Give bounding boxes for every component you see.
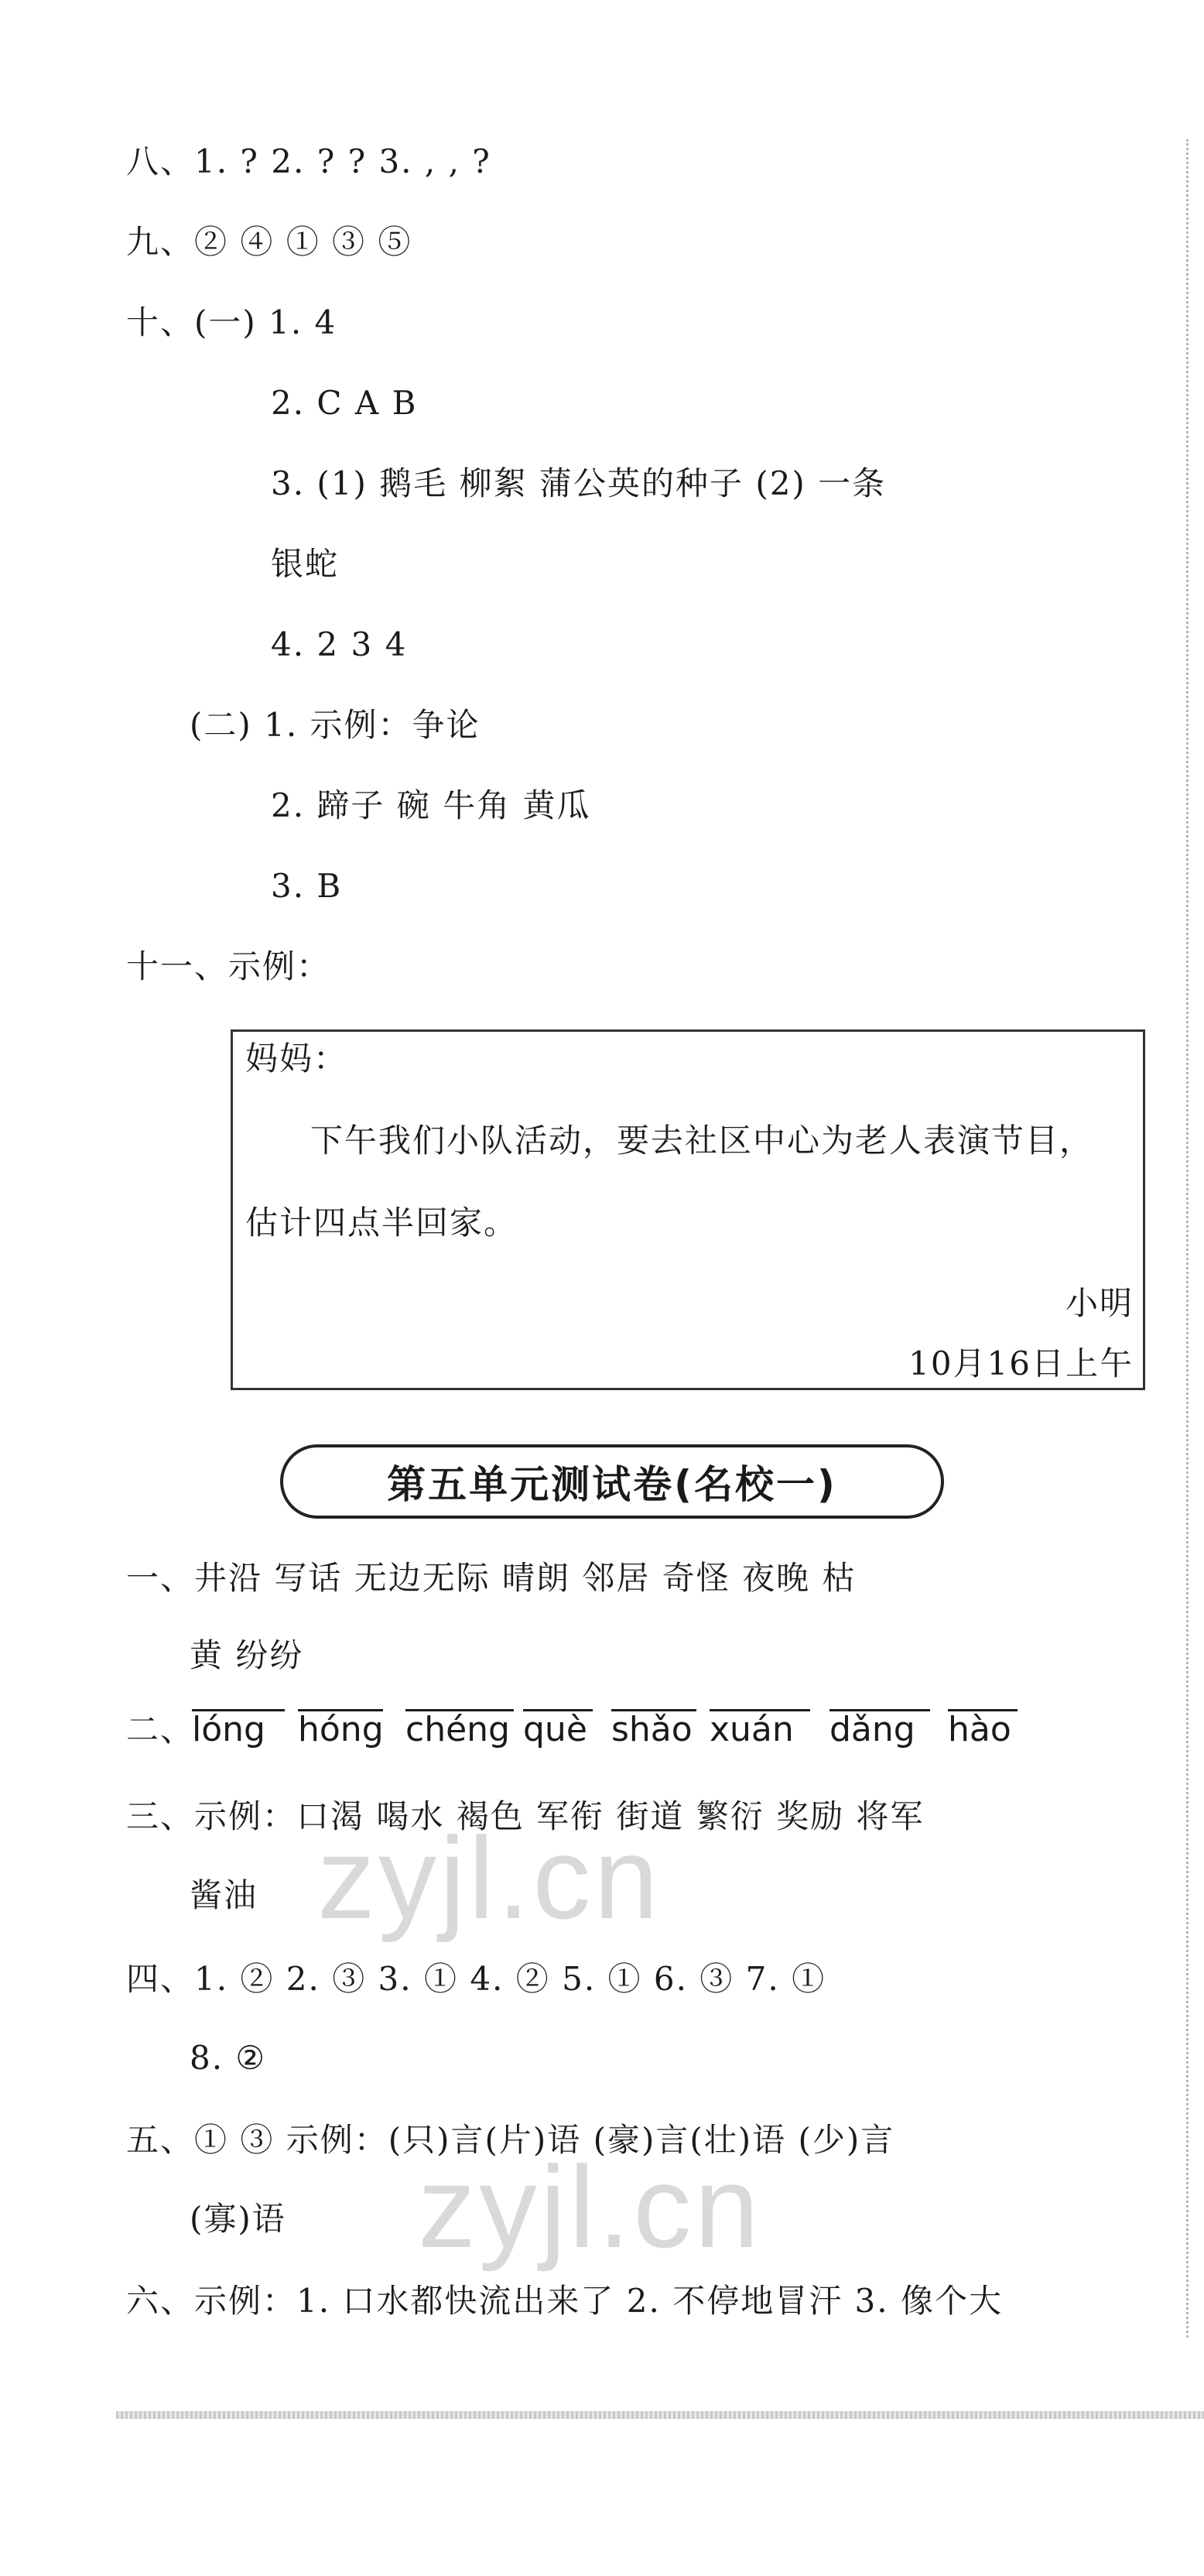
answer-10-2: 2. C A B xyxy=(271,384,418,422)
tone-mark-6 xyxy=(710,1709,810,1711)
note-salutation: 妈妈： xyxy=(245,1040,348,1077)
note-date: 10月16日上午 xyxy=(908,1345,1134,1382)
pinyin-5: shǎo xyxy=(611,1710,693,1749)
pinyin-1: lóng xyxy=(192,1710,265,1749)
note-body-line2: 估计四点半回家。 xyxy=(245,1204,518,1242)
answer-9: 九、② ④ ① ③ ⑤ xyxy=(126,223,412,261)
note-body-line1: 下午我们小队活动，要去社区中心为老人表演节目， xyxy=(310,1122,1094,1160)
pinyin-8: hào xyxy=(948,1710,1011,1749)
margin-divider xyxy=(1186,139,1189,2338)
note-box xyxy=(231,1029,1145,1390)
answer-8: 八、1. ? 2. ? ? 3. , , ? xyxy=(126,142,491,180)
tone-mark-7 xyxy=(829,1709,930,1711)
answer-s3a: 三、示例：口渴 喝水 褐色 军衔 街道 繁衍 奖励 将军 xyxy=(126,1797,925,1835)
tone-mark-8 xyxy=(948,1709,1018,1711)
watermark: zyjl.cn xyxy=(317,1813,662,1943)
answer-s4a: 四、1. ② 2. ③ 3. ① 4. ② 5. ① 6. ③ 7. ① xyxy=(126,1960,826,1998)
answer-s1a: 一、井沿 写话 无边无际 晴朗 邻居 奇怪 夜晚 枯 xyxy=(126,1559,857,1597)
answer-10-3a: 3. (1) 鹅毛 柳絮 蒲公英的种子 (2) 一条 xyxy=(271,464,887,502)
pinyin-2: hóng xyxy=(298,1710,384,1749)
answer-10b-1: (二) 1. 示例：争论 xyxy=(190,706,481,744)
answer-11: 十一、示例： xyxy=(126,947,331,985)
note-signature: 小明 xyxy=(1065,1284,1134,1322)
answer-s6: 六、示例：1. 口水都快流出来了 2. 不停地冒汗 3. 像个大 xyxy=(126,2282,1003,2320)
answer-10b-2: 2. 蹄子 碗 牛角 黄瓜 xyxy=(271,786,591,824)
answer-10-header: 十、(一) 1. 4 xyxy=(126,303,337,341)
answer-s4b: 8. ② xyxy=(190,2039,267,2077)
answer-s5a: 五、① ③ 示例：(只)言(片)语 (豪)言(壮)语 (少)言 xyxy=(126,2121,895,2159)
answer-s1b: 黄 纷纷 xyxy=(190,1636,304,1674)
answer-10b-3: 3. B xyxy=(271,867,343,905)
tone-mark-1 xyxy=(192,1709,285,1711)
answer-10-3b: 银蛇 xyxy=(271,545,340,583)
answer-s2-label: 二、 xyxy=(126,1711,195,1749)
tone-mark-5 xyxy=(611,1709,696,1711)
tone-mark-4 xyxy=(523,1709,593,1711)
bottom-divider xyxy=(116,2411,1204,2419)
pinyin-6: xuán xyxy=(710,1710,794,1749)
pinyin-4: què xyxy=(523,1710,587,1749)
tone-mark-3 xyxy=(405,1709,514,1711)
section-title: 第五单元测试卷(名校一) xyxy=(280,1444,944,1519)
pinyin-3: chéng xyxy=(405,1710,510,1749)
answer-s5b: (寡)语 xyxy=(190,2200,286,2238)
answer-s3b: 酱油 xyxy=(190,1876,258,1914)
answer-10-4: 4. 2 3 4 xyxy=(271,625,408,663)
watermark: zyjl.cn xyxy=(418,2142,762,2272)
pinyin-7: dǎng xyxy=(829,1710,915,1749)
tone-mark-2 xyxy=(298,1709,383,1711)
